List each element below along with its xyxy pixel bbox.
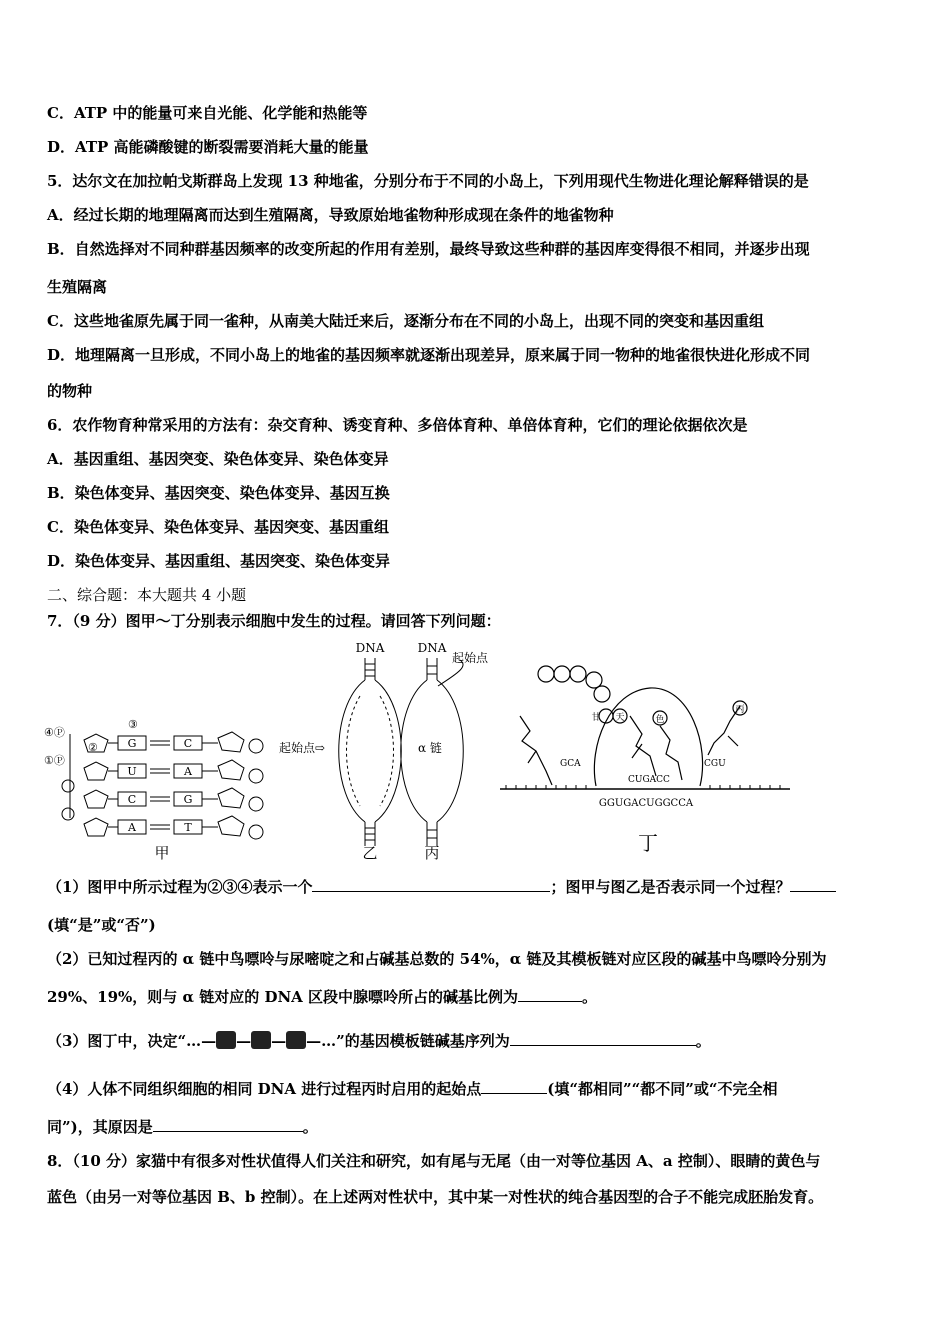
base-left-3: A [128, 821, 136, 834]
amino-acid-1: 天 [615, 713, 625, 723]
caption-yi: 乙 [362, 844, 378, 862]
base-right-1: A [184, 765, 192, 778]
base-right-0: C [183, 737, 193, 750]
q7-part1-line1: （1）图甲中所示过程为②③④表示一个 ；图甲与图乙是否表示同一个过程？ [47, 876, 836, 897]
q6-option-c: C．染色体变异、染色体变异、基因突变、基因重组 [47, 518, 389, 536]
q5-option-d-line1: D．地理隔离一旦形成，不同小岛上的地雀的基因频率就逐渐出现差异，原来属于同一物种的地雀很快进化形成不同 [47, 346, 811, 364]
q7-part4-line2: 同”)，其原因是 。 [47, 1118, 318, 1136]
q8-line1: 8．（10 分）家猫中有很多对性状值得人们关注和研究，如有尾与无尾（由一对等位基因 A、a 控制）、眼睛的黄色与 [47, 1152, 821, 1170]
figure-bing [401, 641, 489, 862]
q7-part2-line2: 29%、19%，则与 α 链对应的 DNA 区段中腺嘌呤所占的碱基比例为 。 [47, 988, 598, 1006]
q8-line2: 蓝色（由另一对等位基因 B、b 控制）。在上述两对性状中，其中某一对性状的纯合基因型的合子不能完成胚胎发育。 [47, 1188, 824, 1206]
amino-acid-2: 色 [655, 715, 665, 725]
start-label-yi: 起始点⇨ [279, 741, 326, 755]
amino-acid-glyph-2 [251, 1031, 271, 1049]
q5-option-a: A．经过长期的地理隔离而达到生殖隔离，导致原始地雀物种形成现在条件的地雀物种 [47, 206, 614, 224]
answer-blank-4a[interactable] [481, 1078, 547, 1094]
section-2-heading: 二、综合题：本大题共 4 小题 [47, 586, 247, 604]
label-2: ② [88, 741, 98, 754]
q7-stem: 7．（9 分）图甲～丁分别表示细胞中发生的过程。请回答下列问题： [47, 612, 501, 630]
label-4p: ④Ⓟ [44, 726, 65, 739]
answer-blank-4b[interactable] [153, 1116, 303, 1132]
base-right-3: T [184, 821, 192, 834]
caption-jia: 甲 [154, 844, 170, 862]
q4-option-d: D．ATP 高能磷酸键的断裂需要消耗大量的能量 [47, 138, 369, 156]
q5-option-c: C．这些地雀原先属于同一雀种，从南美大陆迁来后，逐渐分布在不同的小岛上，出现不同的突变和基因重组 [47, 312, 764, 330]
q6-option-d: D．染色体变异、基因重组、基因突变、染色体变异 [47, 552, 391, 570]
answer-blank-1b[interactable] [790, 876, 836, 892]
caption-ding: 丁 [638, 831, 658, 855]
anticodon-right: CGU [704, 759, 726, 769]
q7-part3: （3）图丁中，决定“…— — — —…”的基因模板链碱基序列为 。 [47, 1032, 711, 1050]
q5-option-b-line2: 生殖隔离 [47, 278, 108, 296]
q6-stem: 6．农作物育种常采用的方法有：杂交育种、诱变育种、多倍体育种、单倍体育种，它们的理论依据依次是 [47, 416, 748, 434]
q7-part2-line1: （2）已知过程丙的 α 链中鸟嘌呤与尿嘧啶之和占碱基总数的 54%，α 链及其模板链对应区段的碱基中鸟嘌呤分别为 [47, 950, 827, 968]
amino-acid-glyph-3 [286, 1031, 306, 1049]
caption-bing: 丙 [424, 844, 440, 862]
dna-label-yi: DNA [355, 641, 385, 655]
q5-option-d-line2: 的物种 [47, 382, 93, 400]
base-left-1: U [127, 765, 137, 778]
base-left-2: C [127, 793, 137, 806]
anticodon-mid: CUGACC [628, 775, 670, 785]
q7-figure [40, 636, 920, 866]
q7-part1-line2: (填“是”或“否”) [47, 916, 156, 934]
amino-acid-3: 丙 [735, 705, 745, 715]
q6-option-b: B．染色体变异、基因突变、染色体变异、基因互换 [47, 484, 390, 502]
q7-part4-line1: （4）人体不同组织细胞的相同 DNA 进行过程丙时启用的起始点 (填“都相同”“都不同”或“不完全相 [47, 1080, 778, 1098]
q4-option-c: C．ATP 中的能量可来自光能、化学能和热能等 [47, 104, 368, 122]
anticodon-left: GCA [560, 759, 581, 769]
answer-blank-2[interactable] [518, 986, 582, 1002]
figure-jia [44, 718, 263, 862]
label-1p: ①Ⓟ [44, 754, 65, 767]
answer-blank-3[interactable] [510, 1030, 696, 1046]
base-left-0: G [127, 737, 137, 750]
start-label-bing: 起始点 [452, 651, 489, 665]
q5-option-b-line1: B．自然选择对不同种群基因频率的改变所起的作用有差别，最终导致这些种群的基因库变得很不相同，并逐步出现 [47, 240, 810, 258]
base-right-2: G [183, 793, 193, 806]
mrna-sequence: GGUGACUGGCCA [598, 798, 694, 809]
figure-ding [500, 666, 790, 855]
answer-blank-1a[interactable] [312, 876, 550, 892]
q5-stem: 5．达尔文在加拉帕戈斯群岛上发现 13 种地雀，分别分布于不同的小岛上，下列用现代生物进化理论解释错误的是 [47, 172, 809, 190]
figure-yi [279, 641, 401, 862]
alpha-chain-label: α 链 [418, 741, 442, 755]
amino-acid-0: 甘 [591, 713, 601, 723]
dna-label-bing: DNA [417, 641, 447, 655]
q6-option-a: A．基因重组、基因突变、染色体变异、染色体变异 [47, 450, 389, 468]
label-3: ③ [128, 718, 138, 731]
amino-acid-glyph-1 [216, 1031, 236, 1049]
